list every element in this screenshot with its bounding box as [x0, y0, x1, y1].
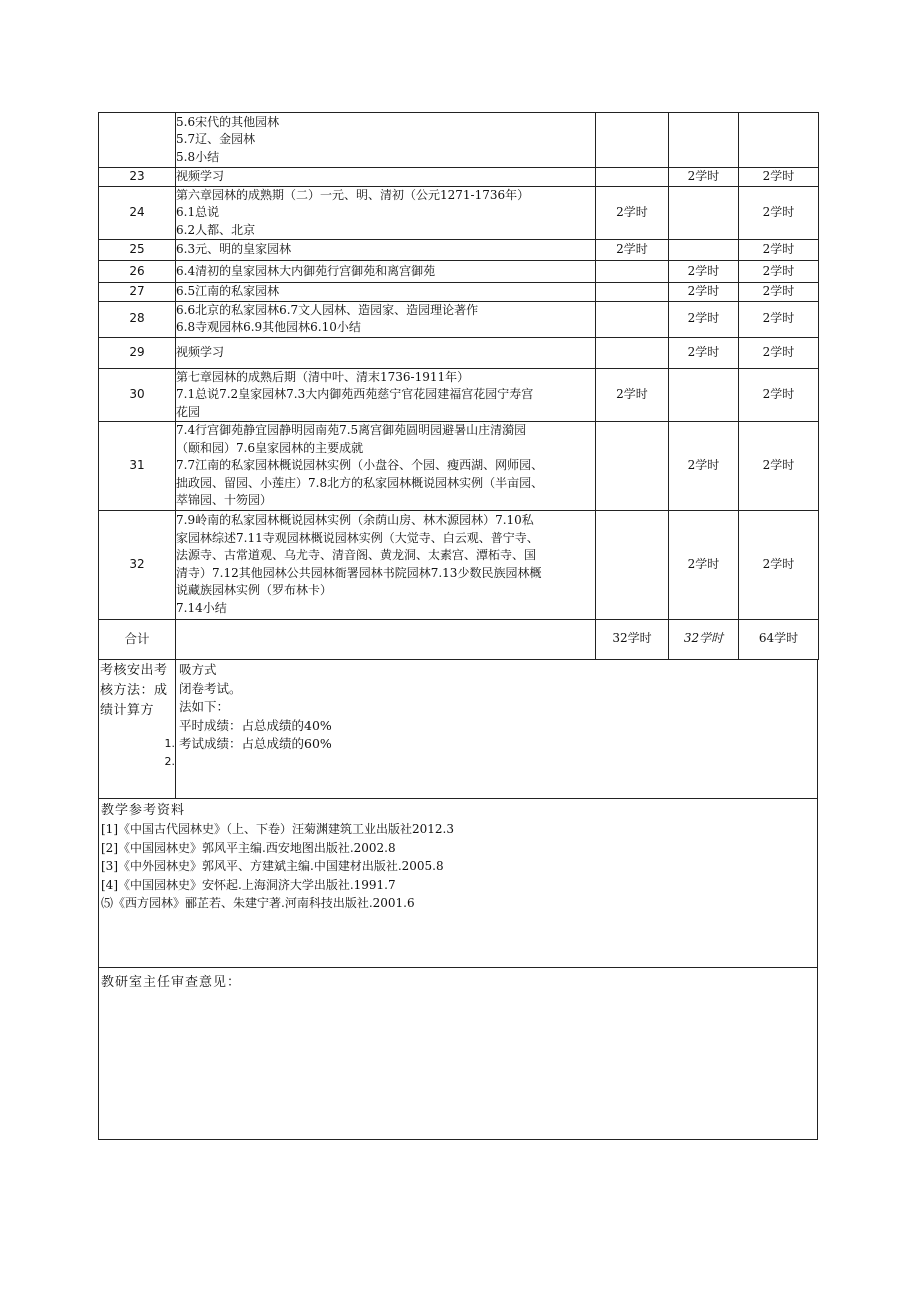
hours-h1: [596, 168, 669, 187]
schedule-row: [99, 368, 819, 422]
row-number: 24: [99, 186, 176, 240]
row-number: 23: [99, 168, 176, 187]
hours-h1: [596, 422, 669, 511]
hours-h2: [669, 240, 739, 261]
row-content: [176, 422, 596, 511]
hours-h2: 2学时: [669, 337, 739, 368]
row-number: 32: [99, 510, 176, 619]
content-line: 第七章园林的成熟后期（清中叶、清末1736-1911年）: [176, 369, 470, 384]
content-line: 说藏族园林实例（罗布林卡）: [176, 583, 333, 597]
content-line: 萃锦园、十笏园）: [176, 493, 273, 507]
content-line: 7.4行宫御苑静宜园静明园南苑7.5离宫御苑圆明园避暑山庄清漪园: [176, 423, 527, 437]
row-number: [99, 113, 176, 168]
row-number: 27: [99, 283, 176, 302]
hours-h1: [596, 510, 669, 619]
content-line: 7.14小结: [176, 600, 227, 615]
row-content: [176, 113, 596, 168]
hours-h3: 2学时: [739, 261, 819, 283]
review-section: [98, 968, 818, 1140]
content-line: 6.5江南的私家园林: [176, 284, 280, 298]
row-content: [176, 168, 596, 187]
row-content: [176, 301, 596, 337]
schedule-row: [99, 168, 819, 187]
row-number: 30: [99, 368, 176, 422]
row-content: [176, 337, 596, 368]
hours-h3: 2学时: [739, 510, 819, 619]
hours-h3: [739, 113, 819, 168]
content-line: 花园: [176, 404, 201, 419]
schedule-row: [99, 186, 819, 240]
reference-item: [1]《中国古代园林史》（上、下卷）汪菊渊建筑工业出版社2012.3: [101, 822, 454, 836]
row-content: [176, 186, 596, 240]
references-section: [98, 799, 818, 968]
row-number: 29: [99, 337, 176, 368]
total-hours-h3: 64学时: [739, 619, 819, 659]
hours-h3: 2学时: [739, 301, 819, 337]
schedule-row: [99, 510, 819, 619]
hours-h1: 2学时: [596, 186, 669, 240]
hours-h1: 2学时: [596, 368, 669, 422]
row-content: [176, 261, 596, 283]
total-label: 合计: [99, 619, 176, 659]
exam-left-line: 核方法：成: [100, 683, 168, 698]
content-line: 家园林综述7.11寺观园林概说园林实例（大觉寺、白云观、普宁寺、: [176, 530, 539, 545]
schedule-row: [99, 113, 819, 168]
exam-section: [98, 659, 818, 799]
reference-item: [4]《中国园林史》安怀起.上海洞济大学出版社.1991.7: [101, 877, 396, 892]
content-line: 7.7江南的私家园林概说园林实例（小盘谷、个园、瘦西湖、网师园、: [176, 458, 544, 472]
content-line: 7.9岭南的私家园林概说园林实例（余荫山房、林木源园林）7.10私: [176, 513, 534, 527]
schedule-row: [99, 240, 819, 261]
hours-h1: [596, 113, 669, 168]
hours-h3: 2学时: [739, 337, 819, 368]
exam-item-number: 2.: [164, 755, 175, 768]
row-number: 28: [99, 301, 176, 337]
hours-h2: 2学时: [669, 168, 739, 187]
exam-left-line: 绩计算方: [100, 703, 155, 718]
exam-left-line: 考核安出考: [100, 663, 168, 678]
schedule-row: [99, 283, 819, 302]
schedule-table: [98, 112, 819, 660]
content-line: 6.2人都、北京: [176, 222, 256, 237]
content-line: 清寺）7.12其他园林公共园林衙署园林书院园林7.13少数民族园林概: [176, 565, 542, 580]
references-title: 教学参考资料: [101, 803, 186, 818]
hours-h3: 2学时: [739, 240, 819, 261]
schedule-table-wrapper: [98, 112, 818, 660]
hours-h3: 2学时: [739, 368, 819, 422]
content-line: 5.8小结: [176, 149, 220, 164]
row-content: [176, 510, 596, 619]
hours-h2: 2学时: [669, 301, 739, 337]
content-line: 7.1总说7.2皇家园林7.3大内御苑西苑慈宁官花园建福宫花园宁寿宫: [176, 387, 534, 401]
hours-h2: [669, 368, 739, 422]
hours-h3: 2学时: [739, 186, 819, 240]
row-content: [176, 283, 596, 302]
exam-right-content: [177, 659, 817, 754]
schedule-row: [99, 301, 819, 337]
row-content: [176, 368, 596, 422]
reference-item: [3]《中外园林史》郭风平、方建斌主编.中国建材出版社.2005.8: [101, 859, 444, 873]
content-line: 第六章园林的成熟期（二）一元、明、清初（公元1271-1736年）: [176, 187, 530, 202]
hours-h1: [596, 301, 669, 337]
hours-h1: [596, 283, 669, 302]
hours-h2: 2学时: [669, 283, 739, 302]
hours-h2: 2学时: [669, 510, 739, 619]
schedule-row: [99, 261, 819, 283]
hours-h2: [669, 186, 739, 240]
content-line: 拙政园、留园、小莲庄）7.8北方的私家园林概说园林实例（半亩园、: [176, 475, 544, 490]
exam-item-number: 1.: [164, 737, 175, 750]
content-line: 5.6宋代的其他园林: [176, 114, 280, 129]
hours-h3: 2学时: [739, 283, 819, 302]
content-line: 视频学习: [176, 169, 225, 183]
row-content: [176, 240, 596, 261]
reference-item: [2]《中国园林史》郭风平主编.西安地图出版社.2002.8: [101, 840, 396, 855]
content-line: 法源寺、古常道观、乌尤寺、清音阁、黄龙洞、太素宫、潭柘寺、国: [176, 548, 537, 562]
total-hours-h1: 32学时: [596, 619, 669, 659]
exam-type: 闭卷考试。: [179, 680, 242, 696]
hours-h1: [596, 261, 669, 283]
content-line: 视频学习: [176, 344, 225, 359]
hours-h3: 2学时: [739, 168, 819, 187]
total-hours-h2: 32学时: [669, 619, 739, 659]
content-line: 6.3元、明的皇家园林: [176, 242, 292, 257]
exam-item-numbers: [159, 735, 175, 771]
content-line: 6.1总说: [176, 205, 220, 219]
schedule-row: [99, 337, 819, 368]
content-line: （颐和园）7.6皇家园林的主要成就: [176, 440, 364, 455]
exam-calc-intro: 法如下：: [179, 699, 230, 714]
exam-method: 吸方式: [179, 662, 217, 677]
reference-item: ⑸《西方园林》郦芷若、朱建宁著.河南科技出版社.2001.6: [101, 896, 415, 910]
hours-h2: [669, 113, 739, 168]
total-row: [99, 619, 819, 659]
content-line: 6.6北京的私家园林6.7文人园林、造园家、造园理论著作: [176, 302, 479, 317]
content-line: 6.8寺观园林6.9其他园林6.10小结: [176, 320, 361, 334]
hours-h2: 2学时: [669, 422, 739, 511]
review-title: 教研室主任审查意见：: [101, 975, 242, 990]
row-number: 26: [99, 261, 176, 283]
hours-h2: 2学时: [669, 261, 739, 283]
row-number: 25: [99, 240, 176, 261]
exam-left-label: [99, 659, 176, 798]
exam-score-final: 考试成绩：占总成绩的60%: [179, 736, 332, 751]
total-empty-cell: [176, 619, 596, 659]
schedule-row: [99, 422, 819, 511]
hours-h1: 2学时: [596, 240, 669, 261]
content-line: 5.7辽、金园林: [176, 132, 256, 147]
hours-h1: [596, 337, 669, 368]
content-line: 6.4清初的皇家园林大内御苑行宫御苑和离宫御苑: [176, 263, 436, 278]
exam-score-regular: 平时成绩：占总成绩的40%: [179, 717, 332, 733]
hours-h3: 2学时: [739, 422, 819, 511]
row-number: 31: [99, 422, 176, 511]
